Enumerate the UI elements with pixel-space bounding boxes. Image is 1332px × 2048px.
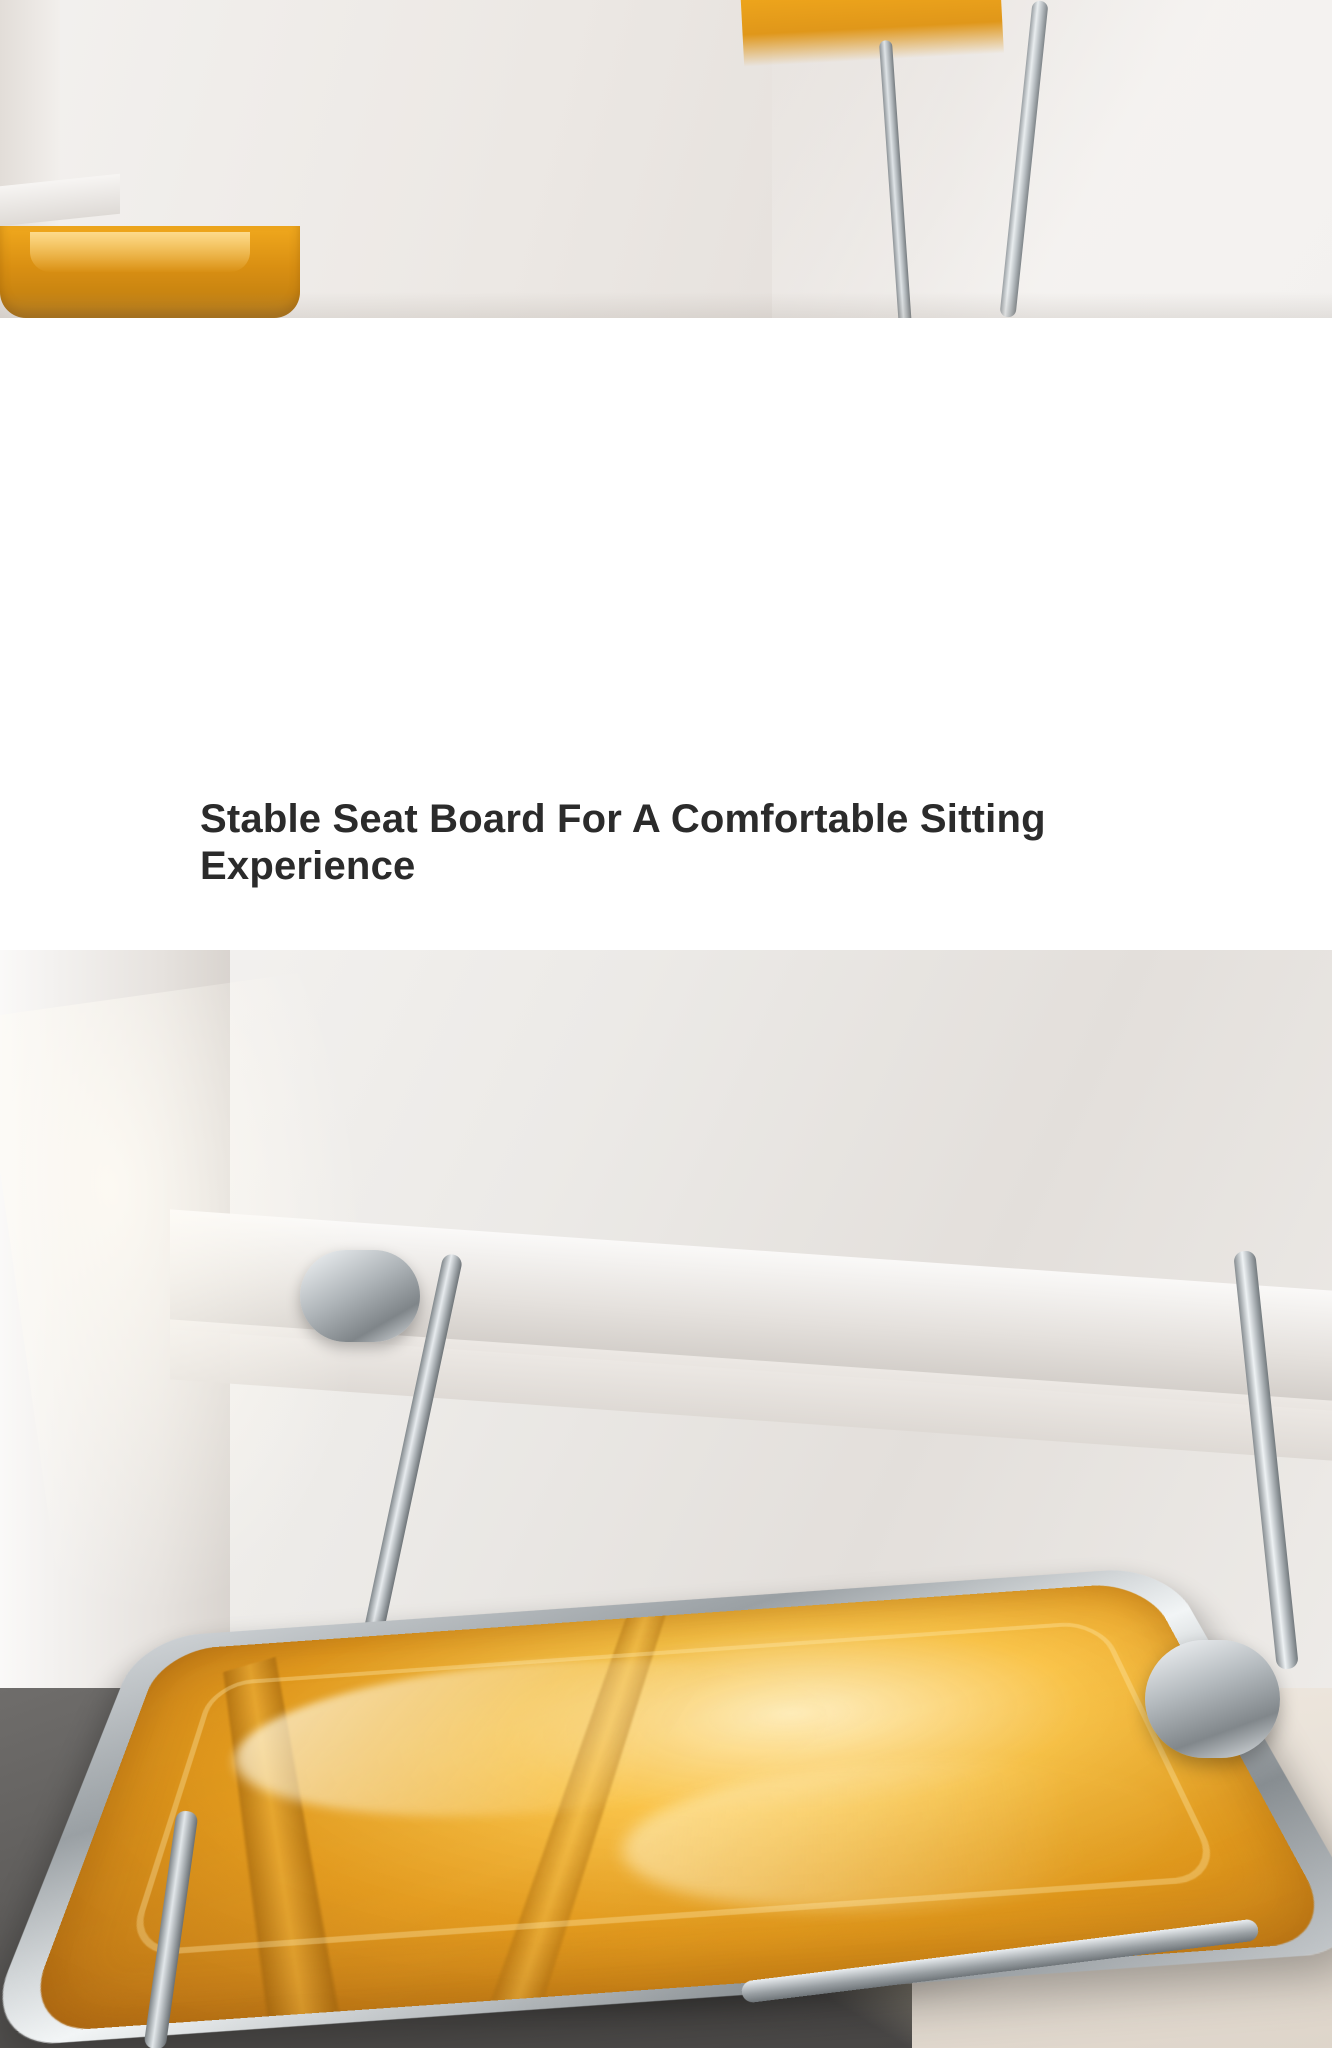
chair-hinge-right [1145,1640,1280,1758]
chair-hinge-left [300,1250,420,1342]
bottom-product-photo [0,950,1332,2048]
floor-shadow [0,292,1332,318]
marketing-copy-section [0,318,1332,950]
amber-highlight [30,232,250,272]
page-title: Stable Seat Board For A Comfortable Sitting Experience [200,797,1046,889]
top-product-photo [0,0,1332,318]
